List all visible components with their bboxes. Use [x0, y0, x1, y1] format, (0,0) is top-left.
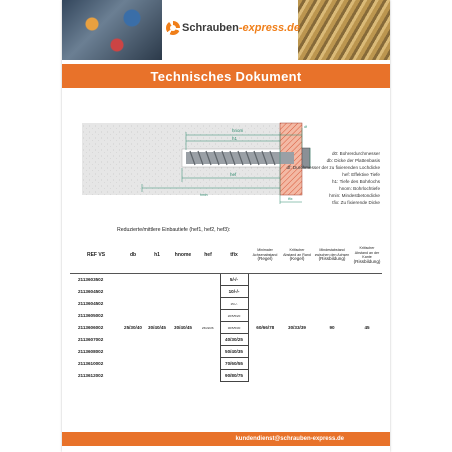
brand-name-main: Schrauben: [182, 22, 239, 34]
header-ref: REF VS: [70, 237, 122, 274]
legend-item: db: Dicke der Plattenbasis: [326, 158, 380, 163]
tfix-cell: 15/-/-: [220, 298, 248, 310]
header-ccr: Kritischer Abstand an der Kante (Rissbildung): [352, 237, 382, 274]
footer-bar: [62, 432, 390, 446]
cmin-cell: 90: [329, 325, 335, 331]
hmin-cell: 60/66/78: [256, 325, 275, 331]
ref-cell: 2113604502: [78, 301, 104, 306]
table-header-row: [70, 237, 382, 274]
label-tfix-top: hnom: [232, 128, 244, 133]
ref-cell: 2113607002: [78, 337, 104, 342]
tfix-cell: 20/5/5/20: [220, 310, 248, 322]
ref-cell: 2113606002: [78, 325, 104, 330]
table-caption: Reduzierte/mittlere Einbautiefe (hef1, hef2, hef3):: [117, 227, 231, 233]
ref-cell: 2113604502: [78, 289, 104, 294]
header-smin: Kritischer Abstand an Rand (Kegel): [282, 237, 312, 274]
tfix-cell: 70/60/55: [220, 358, 248, 370]
brand-name-accent: -express.de: [238, 22, 301, 34]
tfix-cell: 5/-/-: [220, 274, 248, 286]
table-row: [70, 274, 382, 286]
label-h1-top: h1: [232, 136, 238, 141]
label-hef: hef: [230, 172, 237, 177]
legend: [230, 150, 380, 206]
tfix-cell: 40/30/25: [220, 334, 248, 346]
header-hnom: hnome: [170, 237, 196, 274]
tfix-cell: 10/-/-: [220, 286, 248, 298]
legend-item: hmin: Mindestbetondicke: [329, 193, 380, 198]
ccr-cell: 45: [364, 325, 370, 331]
h1-cell: 30/40/45: [148, 325, 166, 331]
title-bar: [62, 64, 390, 88]
ref-cell: 2113603502: [78, 277, 104, 283]
tfix-cell: 50/40/35: [220, 346, 248, 358]
header-db: db: [122, 237, 144, 274]
tfix-cell: 30/5/5/30: [220, 322, 248, 334]
label-df: df: [304, 125, 307, 129]
legend-item: tfix: Zu fixierende Dicke: [332, 200, 380, 205]
header-hef: hef: [196, 237, 220, 274]
header-h1: h1: [144, 237, 170, 274]
header-tfix: tfix: [220, 237, 248, 274]
label-tfix: tfix: [288, 197, 293, 201]
tools-photo: [62, 0, 162, 60]
logo-icon: [166, 21, 180, 35]
ref-cell: 2113612002: [78, 373, 104, 378]
header-hmin: Minimaler Achsenabstand (Regel): [248, 237, 282, 274]
header-cmin: Mindestabstand zwischen den Achsen (Rissbildung): [312, 237, 352, 274]
header-banner: [62, 0, 390, 60]
brand-logo[interactable]: [182, 22, 300, 34]
tfix-cell: 90/80/75: [220, 370, 248, 382]
hnom-cell: 30/40/45: [174, 325, 192, 331]
smin-cell: 30/33/39: [288, 325, 306, 331]
support-email-link[interactable]: kundendienst@schrauben-express.de: [235, 436, 344, 442]
legend-item: h1: Tiefe des Bohrlochs: [331, 179, 380, 184]
legend-item: d0: Bohrerdurchmesser: [331, 151, 380, 156]
db-cell: 25/30/40: [124, 325, 142, 331]
label-hmin: hmin: [200, 193, 208, 197]
ref-cell: 2113605002: [78, 313, 104, 318]
document-page: [62, 0, 390, 452]
legend-item: df: Durchmesser der zu fixierenden Lochdicke: [286, 165, 380, 170]
ref-cell: 2113610002: [78, 361, 104, 366]
legend-item: hef: Effektive Tiefe: [342, 172, 380, 177]
ref-cell: 2113608002: [78, 349, 104, 354]
spec-table: [70, 237, 382, 382]
screws-photo: [298, 0, 390, 60]
hef-cell: 26/22/26: [201, 325, 214, 330]
legend-item: hnom: Bohrlochtiefe: [339, 186, 380, 191]
document-title: Technisches Dokument: [150, 68, 302, 84]
